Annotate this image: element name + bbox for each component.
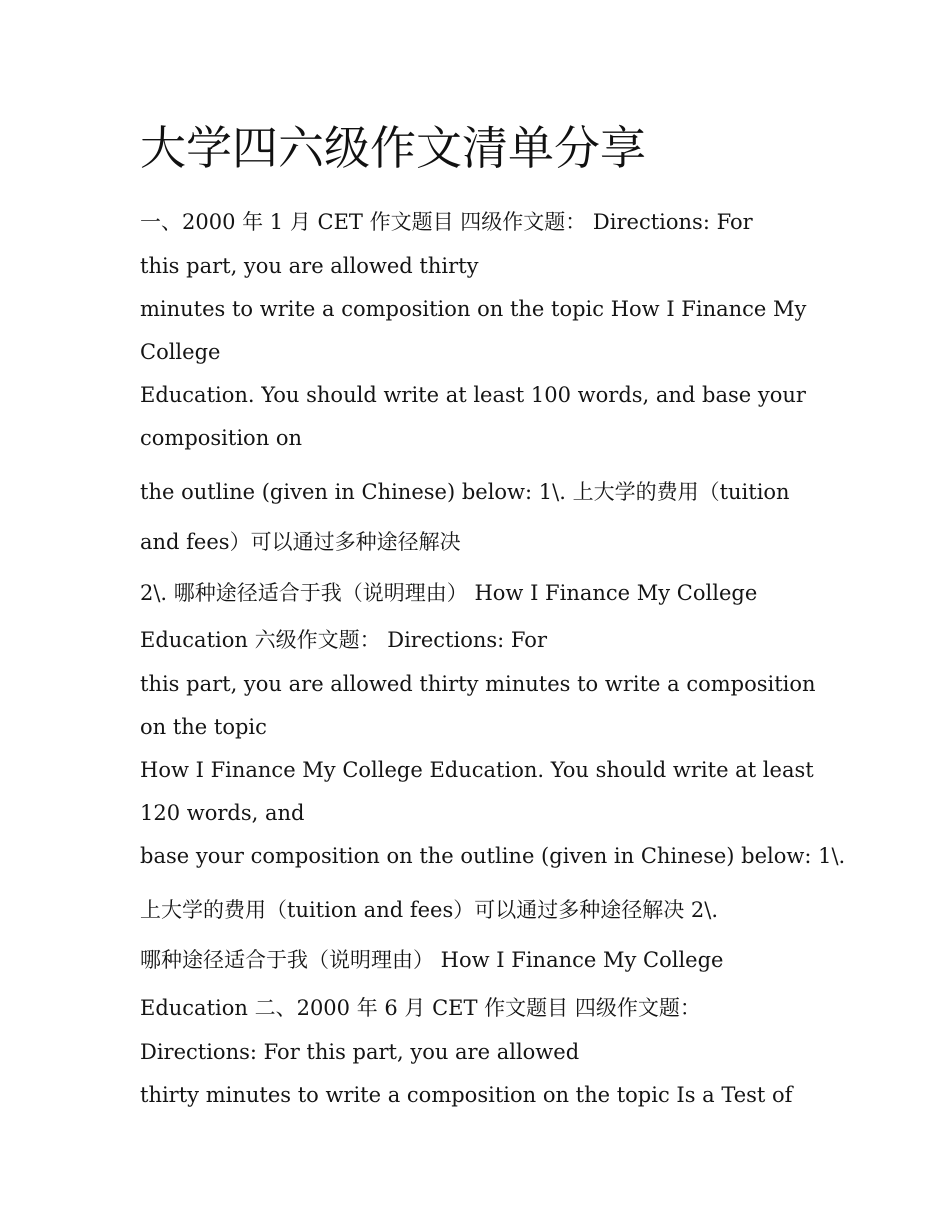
text-line: Education 六级作文题： Directions: For bbox=[140, 628, 547, 652]
text-line: base your composition on the outline (given in Chinese) below: 1\. bbox=[140, 844, 846, 868]
text-line: composition on bbox=[140, 426, 303, 450]
text-line: 2\. 哪种途径适合于我（说明理由） How I Finance My College bbox=[140, 581, 758, 605]
text-line: thirty minutes to write a composition on the topic Is a Test of bbox=[140, 1083, 793, 1107]
text-line: College bbox=[140, 340, 221, 364]
text-line: this part, you are allowed thirty minutes to write a composition bbox=[140, 672, 816, 696]
text-line: the outline (given in Chinese) below: 1\. 上大学的费用（tuition bbox=[140, 480, 790, 504]
text-line: Education 二、2000 年 6 月 CET 作文题目 四级作文题： bbox=[140, 996, 701, 1020]
text-line: 一、2000 年 1 月 CET 作文题目 四级作文题： Directions: For bbox=[140, 210, 753, 234]
text-line: How I Finance My College Education. You should write at least bbox=[140, 758, 814, 782]
text-line: and fees）可以通过多种途径解决 bbox=[140, 530, 461, 554]
text-line: 120 words, and bbox=[140, 801, 305, 825]
text-line: Education. You should write at least 100 words, and base your bbox=[140, 383, 806, 407]
text-line: minutes to write a composition on the topic How I Finance My bbox=[140, 297, 807, 321]
text-line: this part, you are allowed thirty bbox=[140, 254, 479, 278]
text-line: Directions: For this part, you are allowed bbox=[140, 1040, 580, 1064]
document-body bbox=[140, 200, 846, 1117]
text-line: 上大学的费用（tuition and fees）可以通过多种途径解决 2\. bbox=[140, 898, 719, 922]
document-title: 大学四六级作文清单分享 bbox=[140, 121, 646, 175]
text-line: 哪种途径适合于我（说明理由） How I Finance My College bbox=[140, 948, 724, 972]
text-line: on the topic bbox=[140, 715, 267, 739]
